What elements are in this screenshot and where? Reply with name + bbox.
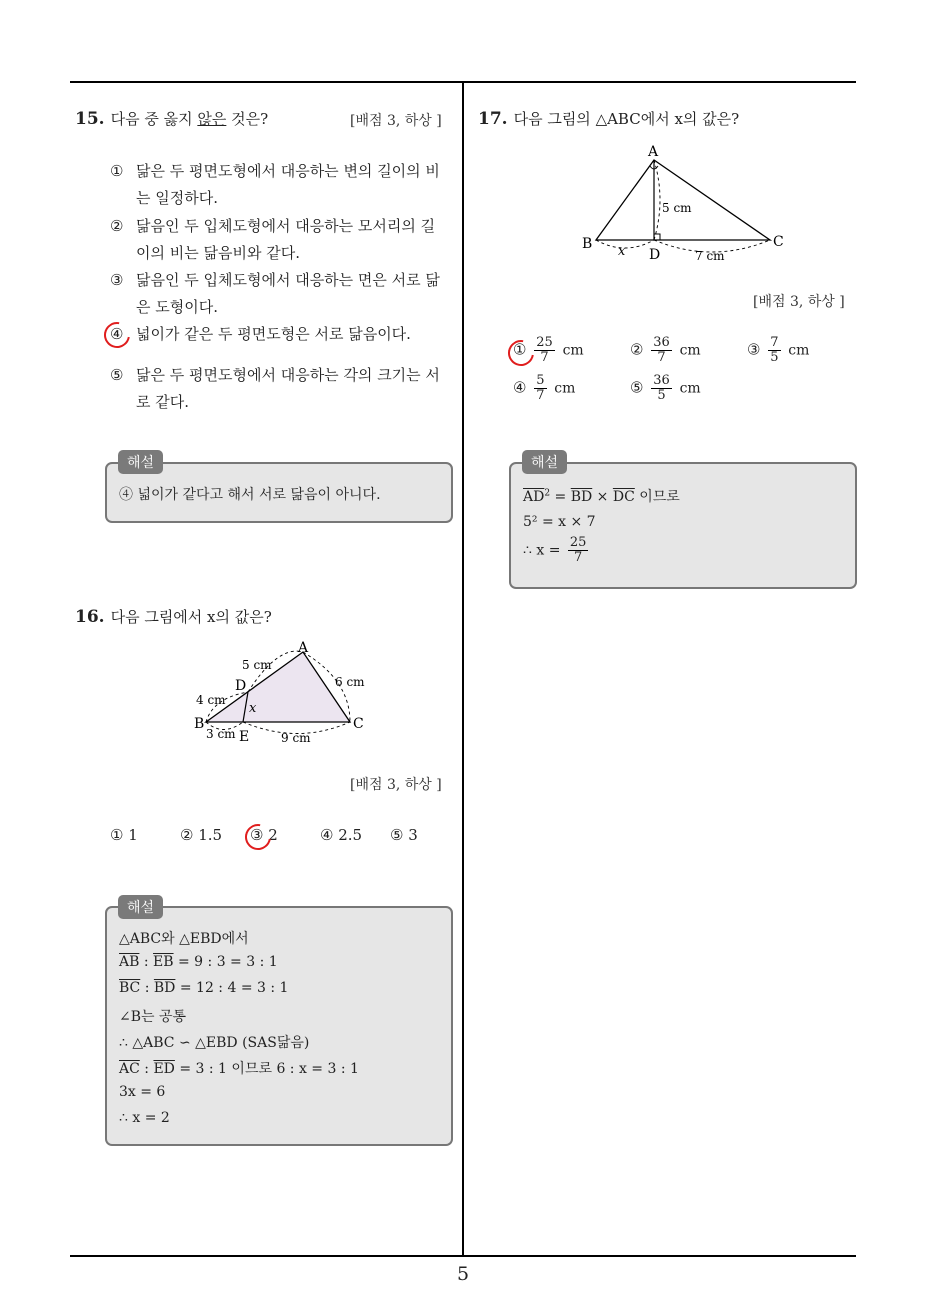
q17-label-7cm: 7 cm bbox=[695, 249, 725, 263]
numerator: 36 bbox=[653, 373, 670, 388]
q16-label-9cm: 9 cm bbox=[281, 731, 311, 745]
q16-label-C: C bbox=[353, 716, 364, 732]
q16-label-D: D bbox=[235, 678, 247, 694]
numerator: 36 bbox=[653, 335, 670, 350]
ratio-result: = 12 : 4 = 3 : 1 bbox=[175, 980, 289, 996]
q16-option-4[interactable]: ④ 2.5 bbox=[320, 826, 363, 844]
ratio-colon: : bbox=[140, 980, 154, 996]
option-fraction bbox=[651, 374, 672, 403]
segment-bd: $\overline{BD}$ bbox=[153, 980, 176, 996]
ratio-colon: : bbox=[139, 954, 154, 970]
bottom-rule bbox=[70, 1255, 856, 1257]
numerator: 25 bbox=[536, 335, 553, 350]
ratio-colon: : bbox=[139, 1061, 154, 1077]
option-marker: ② bbox=[630, 340, 644, 359]
q16-sol-line-6 bbox=[119, 1058, 359, 1078]
q17-option-3[interactable] bbox=[747, 336, 809, 365]
square-exponent: 2 bbox=[544, 488, 551, 499]
numerator: 5 bbox=[536, 373, 545, 388]
q16-sol-line-2 bbox=[119, 954, 278, 970]
q17-label-D: D bbox=[649, 247, 661, 263]
option-unit: cm bbox=[788, 342, 810, 359]
q16-solution-box bbox=[105, 906, 453, 1146]
q17-option-4[interactable] bbox=[513, 374, 575, 403]
option-marker: ④ bbox=[110, 325, 124, 343]
q15-text-after: 것은? bbox=[231, 110, 269, 128]
q17-label-A: A bbox=[648, 144, 659, 160]
denominator: 5 bbox=[657, 388, 666, 403]
ratio-result: = 3 : 1 이므로 6 : x = 3 : 1 bbox=[174, 1061, 359, 1077]
option-marker: ① bbox=[513, 340, 527, 359]
option-marker: ③ bbox=[747, 340, 761, 359]
option-unit: cm bbox=[679, 380, 701, 397]
option-marker: ① bbox=[110, 162, 124, 180]
eq-sign: = bbox=[550, 489, 571, 505]
segment-ed: $\overline{ED}$ bbox=[153, 1061, 175, 1077]
q16-number: 16. bbox=[75, 607, 105, 627]
option-text: 닮은 두 평면도형에서 대응하는 각의 크기는 서로 같다. bbox=[136, 366, 440, 411]
q17-sol-line-3 bbox=[523, 536, 591, 565]
option-unit: cm bbox=[562, 342, 584, 359]
q17-label-B: B bbox=[582, 236, 593, 252]
q15-option-5[interactable] bbox=[110, 362, 445, 416]
q16-sol-line-7: 3x = 6 bbox=[119, 1084, 166, 1100]
solution-fraction bbox=[568, 536, 589, 565]
q16-header bbox=[75, 606, 272, 627]
answer-circle-mark bbox=[240, 819, 276, 855]
segment-eb: $\overline{EB}$ bbox=[153, 954, 174, 970]
q16-label-6cm: 6 cm bbox=[335, 675, 365, 689]
option-text: 닮음인 두 입체도형에서 대응하는 면은 서로 닮은 도형이다. bbox=[136, 271, 440, 316]
denominator: 7 bbox=[657, 350, 666, 365]
segment-bd: $\overline{BD}$ bbox=[570, 489, 593, 505]
q15-solution-text: ④ 넓이가 같다고 해서 서로 닮음이 아니다. bbox=[119, 487, 381, 503]
q17-score: [배점 3, 하상 ] bbox=[753, 294, 845, 310]
q17-label-x: x bbox=[618, 244, 626, 259]
q15-option-2[interactable] bbox=[110, 213, 445, 267]
q15-option-4[interactable] bbox=[110, 321, 445, 348]
q15-option-1[interactable] bbox=[110, 158, 445, 212]
q17-label-5cm: 5 cm bbox=[662, 201, 692, 215]
page-number: 5 bbox=[456, 1263, 470, 1285]
q15-solution-tag: 해설 bbox=[118, 450, 163, 474]
q17-text: 다음 그림의 △ABC에서 x의 값은? bbox=[513, 110, 740, 128]
q17-triangle-figure bbox=[578, 140, 793, 268]
option-unit: cm bbox=[554, 380, 576, 397]
q15-score: [배점 3, 하상 ] bbox=[350, 113, 442, 129]
q16-option-5[interactable]: ⑤ 3 bbox=[390, 826, 418, 844]
q17-solution-box bbox=[509, 462, 857, 589]
q15-option-3[interactable] bbox=[110, 267, 445, 321]
q16-option-2[interactable]: ② 1.5 bbox=[180, 826, 223, 844]
denominator: 7 bbox=[536, 388, 545, 403]
option-marker: ③ bbox=[110, 271, 124, 289]
segment-bc: $\overline{BC}$ bbox=[119, 980, 141, 996]
q15-number: 15. bbox=[75, 109, 105, 129]
q16-sol-line-8: ∴ x = 2 bbox=[119, 1110, 170, 1126]
q16-label-5cm: 5 cm bbox=[242, 658, 272, 672]
segment-ab: $\overline{AB}$ bbox=[119, 954, 140, 970]
segment-ac: $\overline{AC}$ bbox=[119, 1061, 140, 1077]
segment-ad: $\overline{AD}$ bbox=[523, 489, 545, 505]
option-fraction bbox=[768, 336, 780, 365]
q16-sol-line-4: ∠B는 공통 bbox=[119, 1009, 187, 1025]
option-marker: ④ bbox=[513, 378, 527, 397]
q15-text-before: 다음 중 옳지 bbox=[110, 110, 193, 128]
q16-label-A: A bbox=[298, 640, 309, 656]
denominator: 7 bbox=[540, 350, 549, 365]
option-fraction bbox=[534, 374, 546, 403]
q17-header bbox=[478, 108, 739, 129]
column-divider bbox=[462, 82, 464, 1257]
q16-label-E: E bbox=[239, 729, 250, 745]
q17-number: 17. bbox=[478, 109, 508, 129]
option-fraction bbox=[534, 336, 555, 365]
q16-triangle-figure bbox=[188, 640, 378, 750]
option-marker: ② bbox=[110, 217, 124, 235]
q17-sol-line-1 bbox=[523, 486, 680, 506]
q16-label-x: x bbox=[249, 701, 257, 716]
segment-dc: $\overline{DC}$ bbox=[612, 489, 635, 505]
q17-sol-line-2: 5² = x × 7 bbox=[523, 514, 596, 530]
q16-label-3cm: 3 cm bbox=[206, 727, 236, 741]
option-text: 닮음인 두 입체도형에서 대응하는 모서리의 길이의 비는 닮음비와 같다. bbox=[136, 217, 436, 262]
denominator: 7 bbox=[574, 550, 583, 565]
q16-text: 다음 그림에서 x의 값은? bbox=[110, 608, 272, 626]
q17-solution-tag: 해설 bbox=[522, 450, 567, 474]
q15-header bbox=[75, 108, 268, 129]
q16-sol-line-5: ∴ △ABC ∽ △EBD (SAS닮음) bbox=[119, 1035, 310, 1051]
q16-label-B: B bbox=[194, 716, 205, 732]
q17-option-2[interactable] bbox=[630, 336, 701, 365]
times-sign: × bbox=[592, 489, 613, 505]
q16-sol-line-1: △ABC와 △EBD에서 bbox=[119, 931, 249, 947]
option-unit: cm bbox=[679, 342, 701, 359]
q17-option-5[interactable] bbox=[630, 374, 701, 403]
q16-label-4cm: 4 cm bbox=[196, 693, 226, 707]
q16-option-3[interactable]: ③ 2 bbox=[250, 826, 278, 844]
option-marker: ⑤ bbox=[630, 378, 644, 397]
numerator: 7 bbox=[770, 335, 779, 350]
q16-score: [배점 3, 하상 ] bbox=[350, 777, 442, 793]
eq-suffix: 이므로 bbox=[634, 489, 680, 505]
option-fraction bbox=[651, 336, 672, 365]
q15-underline: 않은 bbox=[197, 110, 227, 128]
ratio-result: = 9 : 3 = 3 : 1 bbox=[173, 954, 278, 970]
q16-solution-tag: 해설 bbox=[118, 895, 163, 919]
therefore-x: ∴ x = bbox=[523, 542, 565, 559]
numerator: 25 bbox=[569, 535, 587, 550]
denominator: 5 bbox=[770, 350, 779, 365]
q16-sol-line-3 bbox=[119, 980, 288, 996]
option-text: 넓이가 같은 두 평면도형은 서로 닮음이다. bbox=[136, 325, 411, 343]
q17-label-C: C bbox=[773, 234, 784, 250]
q16-option-1[interactable]: ① 1 bbox=[110, 826, 138, 844]
option-marker: ⑤ bbox=[110, 366, 124, 384]
option-text: 닮은 두 평면도형에서 대응하는 변의 길이의 비는 일정하다. bbox=[136, 162, 440, 207]
